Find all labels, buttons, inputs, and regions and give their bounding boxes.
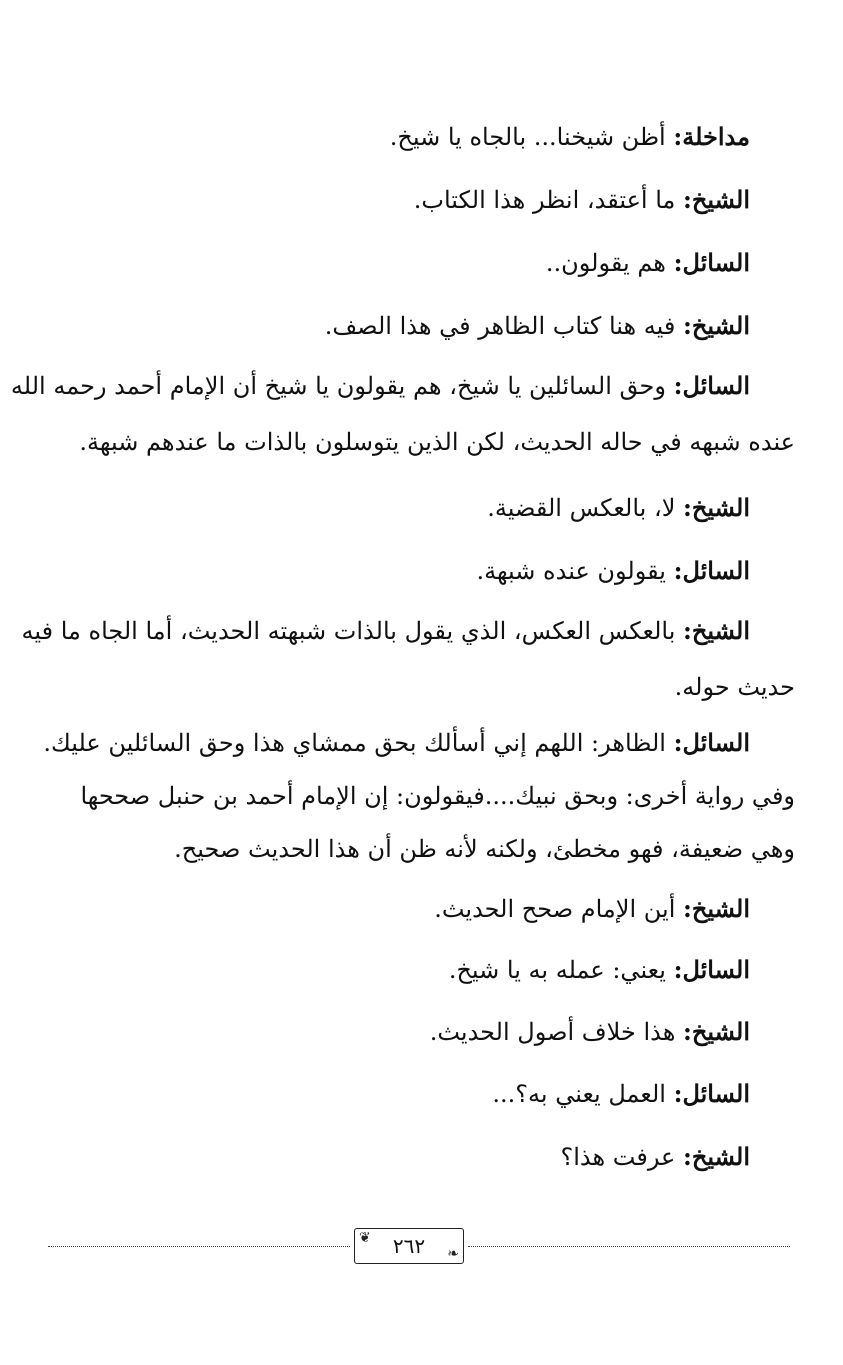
paragraph-text: وهي ضعيفة، فهو مخطئ، ولكنه لأنه ظن أن هذا الحديث صحيح. (174, 835, 795, 863)
speaker-label: الشيخ: (683, 616, 750, 645)
paragraph-text: لا، بالعكس القضية. (487, 494, 684, 522)
paragraph-text: عنده شبهه في حاله الحديث، لكن الذين يتوسلون بالذات ما عندهم شبهة. (79, 428, 795, 456)
paragraph-text: وفي رواية أخرى: وبحق نبيك....فيقولون: إن الإمام أحمد بن حنبل صححها (80, 782, 795, 810)
paragraph-text: فيه هنا كتاب الظاهر في هذا الصف. (324, 312, 684, 340)
paragraph-text: العمل يعني به؟... (492, 1080, 674, 1108)
speaker-label: الشيخ: (683, 1142, 750, 1171)
paragraph-text: هم يقولون.. (545, 249, 674, 277)
speaker-label: السائل: (673, 248, 750, 277)
paragraph-text: بالعكس العكس، الذي يقول بالذات شبهته الحديث، أما الجاه ما فيه (21, 617, 684, 645)
speaker-label: مداخلة: (673, 122, 750, 151)
speaker-label: السائل: (673, 1079, 750, 1108)
paragraph-line (414, 183, 750, 217)
speaker-label: السائل: (673, 556, 750, 585)
paragraph-text: يقولون عنده شبهة. (476, 557, 674, 585)
speaker-label: السائل: (673, 955, 750, 984)
speaker-label: الشيخ: (683, 311, 750, 340)
paragraph-text: عرفت هذا؟ (560, 1143, 684, 1171)
speaker-label: الشيخ: (683, 894, 750, 923)
page-number-frame (354, 1228, 464, 1264)
speaker-label: الشيخ: (683, 1017, 750, 1046)
footer-divider-right (468, 1246, 790, 1247)
paragraph-line (675, 670, 795, 704)
ornament-icon: ❦ (359, 1230, 371, 1246)
paragraph-text: وحق السائلين يا شيخ، هم يقولون يا شيخ أن الإمام أحمد رحمه الله (10, 372, 674, 400)
paragraph-line (325, 309, 750, 343)
paragraph-text: هذا خلاف أصول الحديث. (429, 1018, 684, 1046)
paragraph-line (546, 246, 750, 280)
paragraph-line (434, 892, 750, 926)
paragraph-line (21, 614, 750, 648)
paragraph-line (390, 120, 750, 154)
paragraph-line (79, 425, 795, 459)
paragraph-line (80, 779, 795, 813)
paragraph-line (430, 1015, 750, 1049)
speaker-label: السائل: (673, 728, 750, 757)
paragraph-line (449, 953, 750, 987)
ornament-icon: ❧ (447, 1246, 459, 1262)
paragraph-line (43, 726, 750, 760)
speaker-label: الشيخ: (683, 493, 750, 522)
paragraph-line (174, 832, 795, 866)
paragraph-text: يعني: عمله به يا شيخ. (448, 956, 674, 984)
paragraph-text: أين الإمام صحح الحديث. (434, 895, 684, 923)
paragraph-line (11, 369, 750, 403)
paragraph-text: حديث حوله. (674, 673, 795, 701)
paragraph-line (560, 1140, 750, 1174)
paragraph-line (487, 491, 750, 525)
page-number: ٢٦٢ (392, 1234, 426, 1258)
paragraph-line (492, 1077, 750, 1111)
speaker-label: الشيخ: (683, 185, 750, 214)
paragraph-text: الظاهر: اللهم إني أسألك بحق ممشاي هذا وحق السائلين عليك. (43, 729, 674, 757)
paragraph-text: ما أعتقد، انظر هذا الكتاب. (413, 186, 684, 214)
speaker-label: السائل: (673, 371, 750, 400)
paragraph-text: أظن شيخنا... بالجاه يا شيخ. (389, 123, 674, 151)
paragraph-line (476, 554, 750, 588)
footer-divider-left (48, 1246, 350, 1247)
